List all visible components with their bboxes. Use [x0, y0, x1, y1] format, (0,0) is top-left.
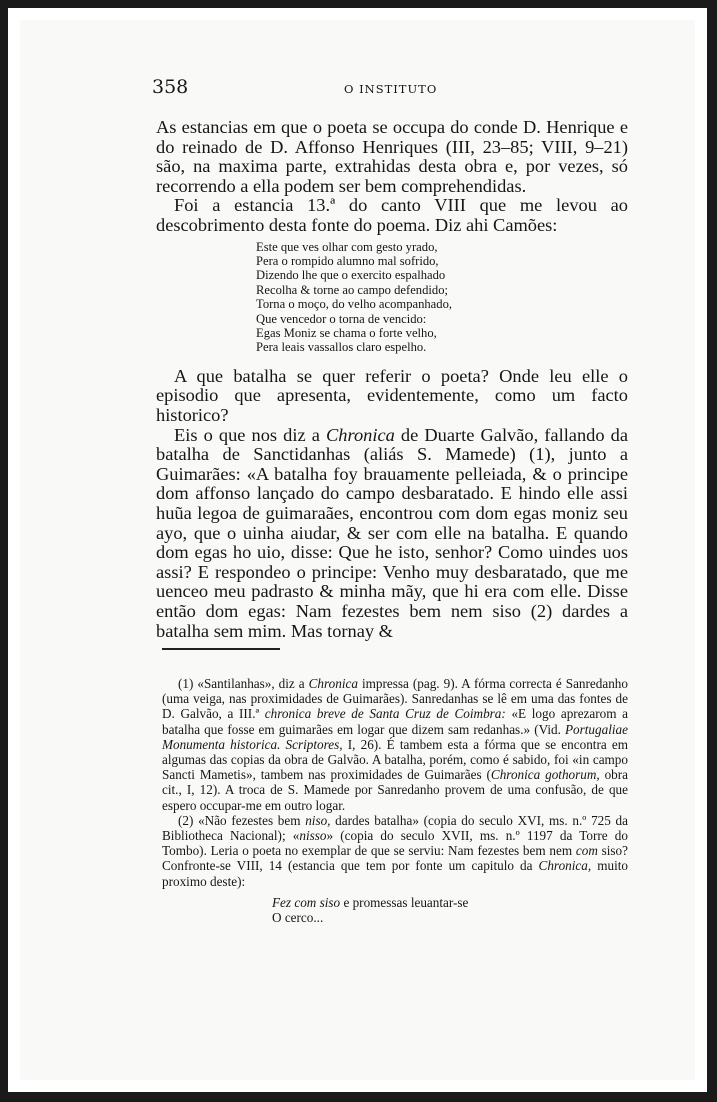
- footnote-text: (1) «Santilanhas», diz a: [178, 676, 309, 691]
- footnote-text: e promessas leuantar-se: [340, 894, 469, 910]
- footnote-verse: [272, 895, 628, 925]
- verse-line: Pera o rompido alumno mal sofrido,: [256, 253, 439, 268]
- paragraph-3: A que batalha se quer referir o poeta? Onde leu elle o episodio que apresenta, evidentemente, como um facto historico?: [156, 365, 628, 425]
- chronica-title: Chronica: [326, 424, 395, 445]
- paragraph-2: Foi a estancia 13.ª do canto VIII que me levou ao descobrimento desta fonte do poema. Diz ahi Camões:: [156, 195, 628, 235]
- verse-line: Torna o moço, do velho acompanhado,: [256, 297, 453, 312]
- footnote-rule: [162, 648, 280, 650]
- paragraph-4: [156, 426, 628, 642]
- verse-line: Recolha & torne ao campo defendido;: [256, 282, 448, 297]
- footnote-text: (2) «Não fezestes bem: [178, 812, 306, 828]
- footnotes: [162, 676, 628, 925]
- verse-line: Dizendo lhe que o exercito espalhado: [256, 268, 446, 283]
- footnote-1: [162, 676, 628, 813]
- footnote-italic: Chronica: [308, 676, 358, 691]
- footnote-italic: Fez com siso: [272, 894, 341, 910]
- footnote-italic: Chronica,: [538, 858, 592, 874]
- footnote-text: impressa (pag. 9). A fórma correcta é Sanredanho (uma veiga, nas proximidades de Guimarães). Sanredanhas se lê em uma das fontes de D. Galvão, a III.ª: [162, 676, 628, 722]
- footnote-verse-line: [272, 895, 628, 910]
- verse-line: Que vencedor o torna de vencido:: [256, 311, 427, 326]
- page-header: [152, 76, 632, 102]
- footnote-italic: com: [575, 843, 598, 859]
- footnote-italic: Chronica gothorum,: [490, 767, 600, 783]
- footnote-text: I, 26). É tambem esta a fórma que se encontra em algumas das copias da obra de Galvão. A batalha, porém, como é sabido, foi «in campo Sancti Mametis», tambem nas proximidades de Guimarães (: [162, 736, 628, 783]
- footnote-italic: niso,: [305, 812, 331, 828]
- paragraph-1: As estancias em que o poeta se occupa do conde D. Henrique e do reinado de D. Affonso Henriques (III, 23–85; VIII, 9–21) são, na maxima parte, extrahidas desta obra e, por vezes, só recorrendo a ella podem ser bem comprehendidas.: [156, 117, 628, 196]
- running-title: O INSTITUTO: [344, 82, 438, 96]
- paragraph-4-text: Eis o que nos diz a: [174, 424, 327, 445]
- footnote-text: » (copia do seculo XVII, ms. n.º 1197 da Torre do Tombo). Leria o poeta no exemplar de que se serviu: Nam fezestes bem nem: [162, 828, 628, 859]
- footnote-text: siso? Confronte-se VIII, 14 (estancia que tem por fonte um capitulo da: [162, 843, 628, 874]
- verse-line: Egas Moniz se chama o forte velho,: [256, 326, 437, 340]
- footnote-text: «E logo aprezarom a batalha que fosse em guimarães em logar que dizem sam redanhas.» (Vid.: [162, 706, 629, 737]
- footnote-text: dardes batalha» (copia do seculo XVI, ms. n.º 725 da Bibliotheca Nacional); «: [162, 812, 628, 844]
- verse-line: Pera leais vassallos claro espelho.: [256, 340, 427, 355]
- paragraph-4-text: de Duarte Galvão, fallando da batalha de Sanctidanhas (aliás S. Mamede) (1), junto a Guimarães: «A batalha foy brauamente pelleiada, & o principe dom affonso lançado do campo desbaratado. E hindo elle assi huũa legoa de guimaraães, encontrou com dom egas moniz seu ayo, que o uinha aiudar, & ser com elle na batalha. E quando dom egas ho uio, disse: Que he isto, senhor? Como uindes uos assi? E respondeo o principe: Venho muy desbaratado, que me uenceo meu padrasto & minha mãy, que hi era com elle. Disse então dom egas: Nam fezestes bem nem siso (2) dardes a batalha sem mim. Mas tornay &: [156, 424, 629, 641]
- footnote-verse-line: O cerco...: [272, 910, 324, 926]
- footnote-italic: Portugaliae Monumenta historica. Scriptores,: [162, 721, 628, 752]
- footnote-italic: nisso: [299, 828, 327, 844]
- page-number: 358: [152, 76, 189, 98]
- main-text: [156, 118, 628, 641]
- footnote-text: muito proximo deste):: [162, 858, 628, 889]
- verse-quote: [256, 240, 628, 355]
- footnote-2: [162, 813, 628, 889]
- footnote-italic: chronica breve de Santa Cruz de Coimbra:: [264, 706, 506, 722]
- verse-line: Este que ves olhar com gesto yrado,: [256, 239, 438, 254]
- footnote-text: obra cit., I, 12). A troca de S. Mamede por Sanredanho provem de uma confusão, de que espero occupar-me em outro logar.: [162, 767, 629, 813]
